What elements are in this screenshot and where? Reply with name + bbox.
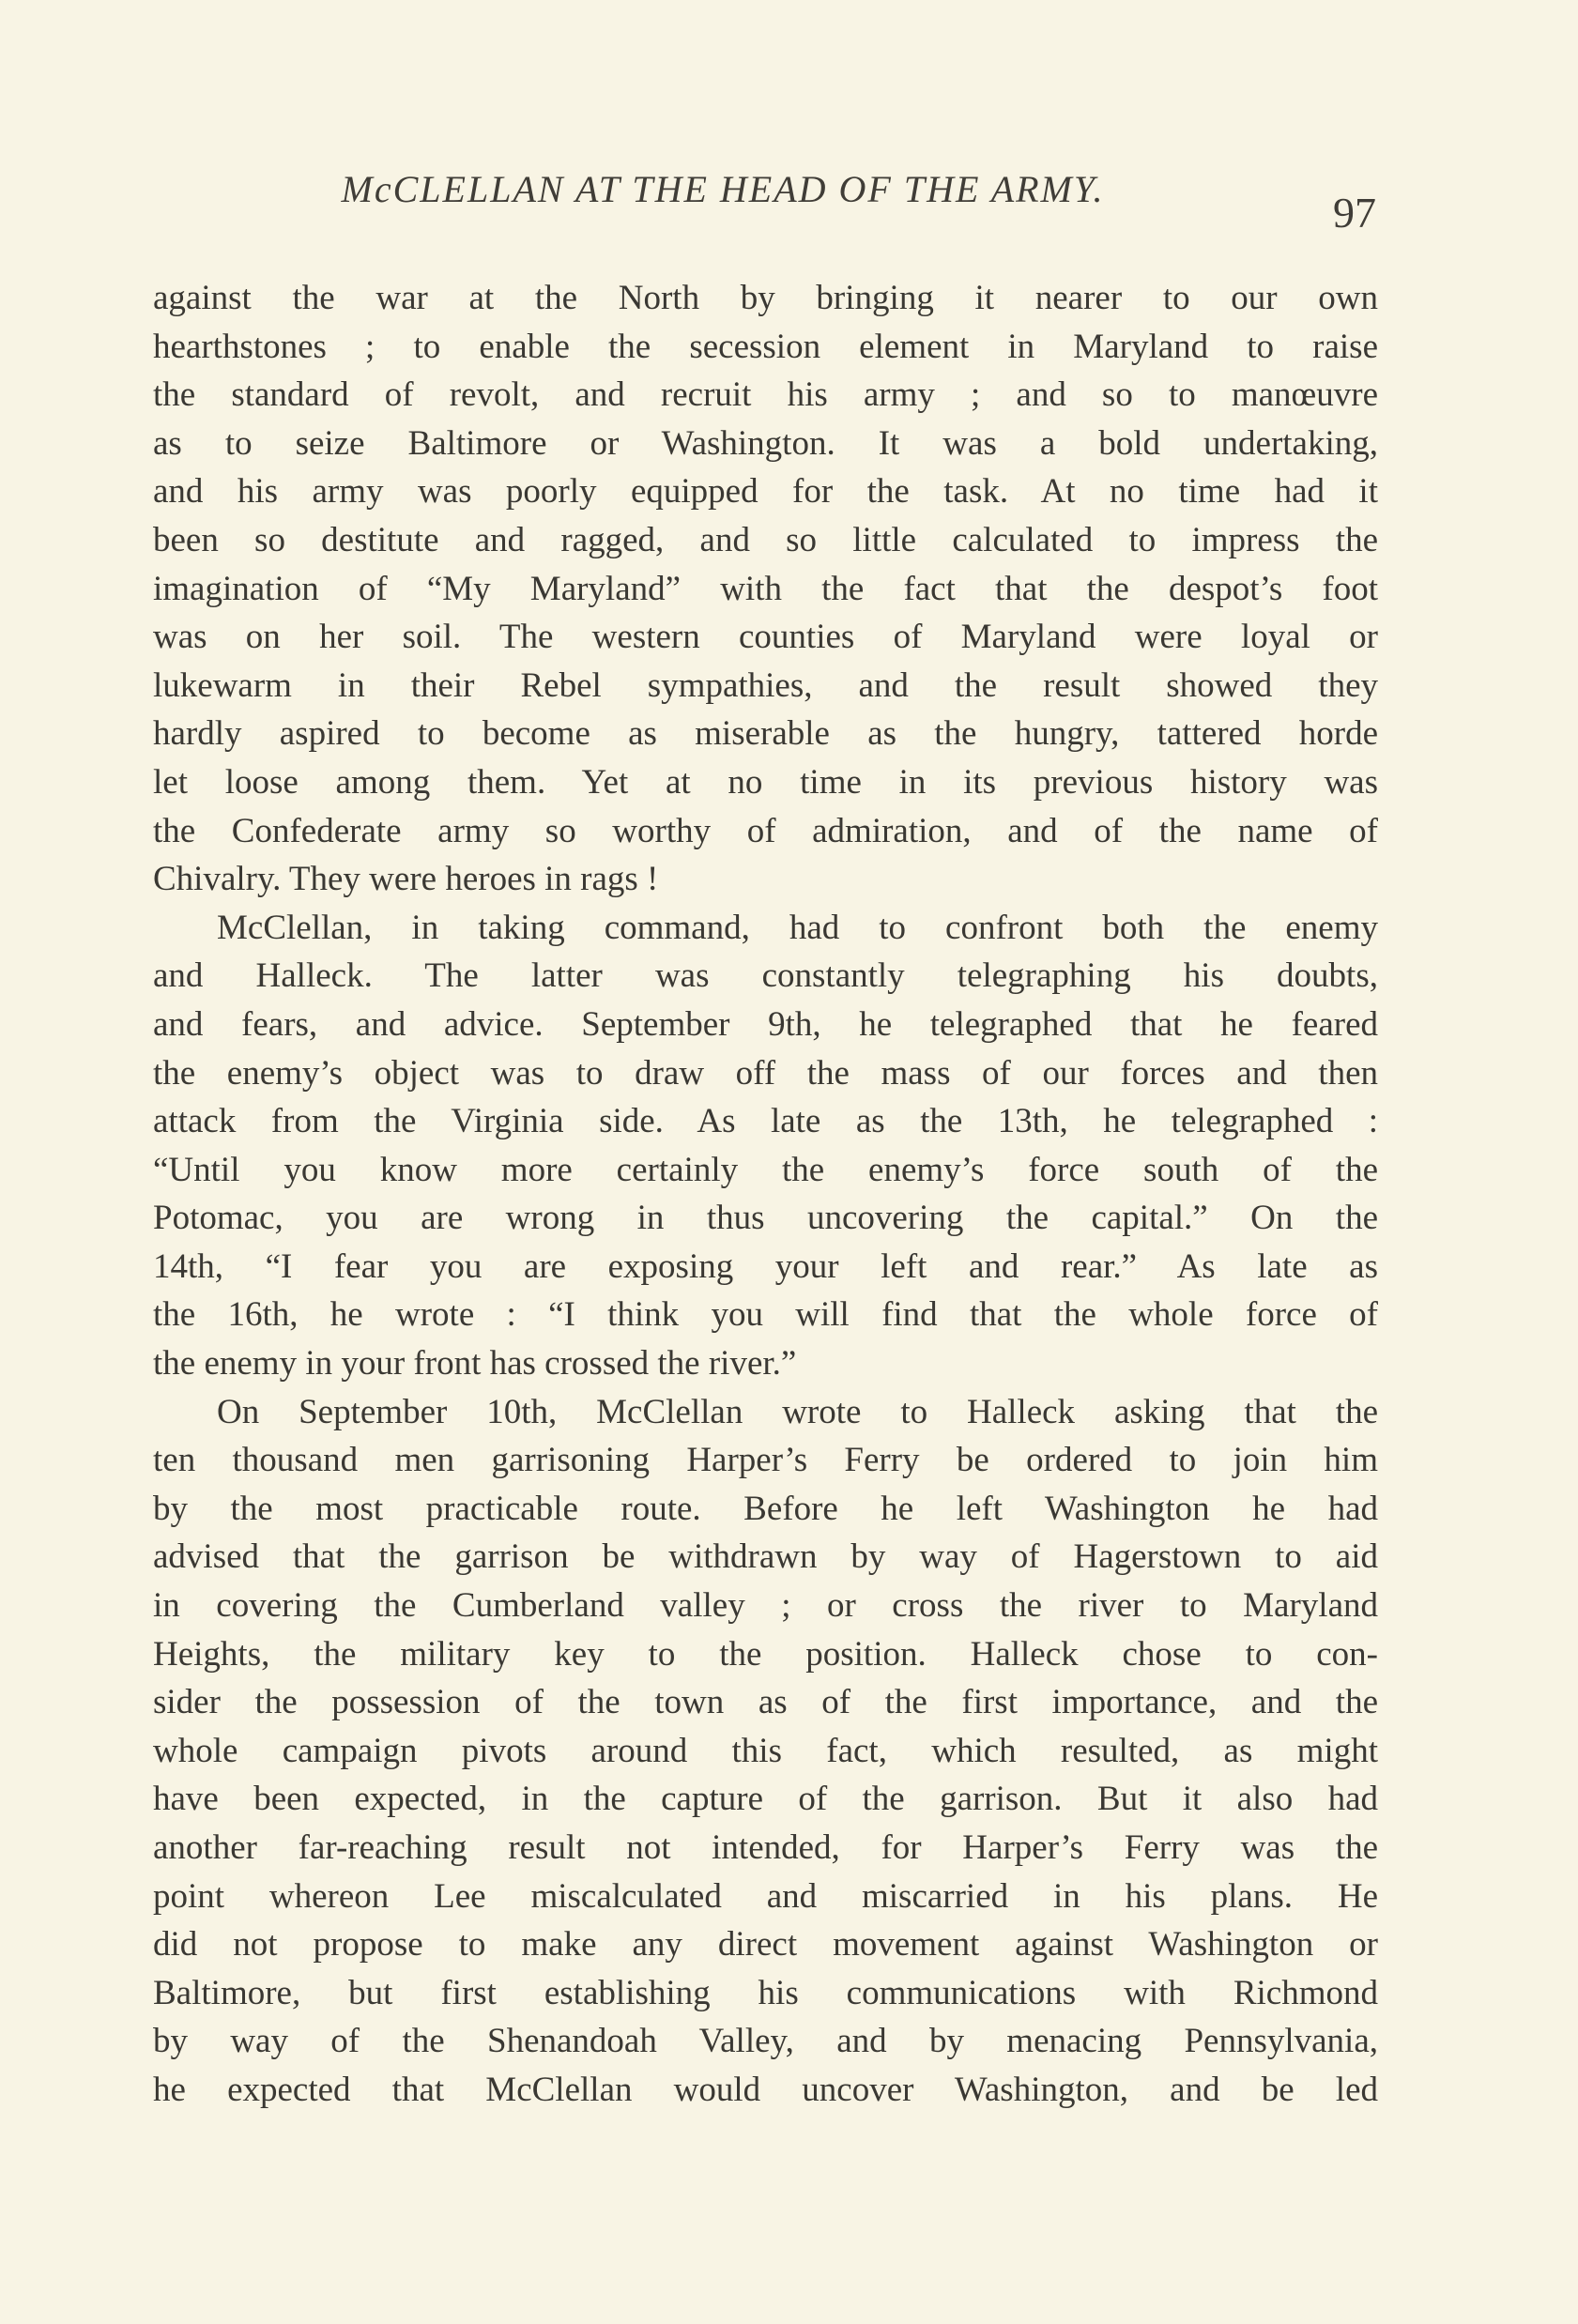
page-number: 97	[1333, 189, 1376, 237]
text-line: “Until you know more certainly the enemy’s force south of the	[153, 1150, 1378, 1189]
text-line: 14th, “I fear you are exposing your left and rear.” As late as	[153, 1246, 1378, 1286]
text-line: hearthstones ; to enable the secession element in Maryland to raise	[153, 327, 1378, 366]
text-line: the 16th, he wrote : “I think you will find that the whole force of	[153, 1295, 1378, 1335]
text-line: On September 10th, McClellan wrote to Halleck asking that the	[217, 1392, 1378, 1431]
text-line: imagination of “My Maryland” with the fact that the despot’s foot	[153, 569, 1378, 608]
text-line: Baltimore, but first establishing his communications with Richmond	[153, 1973, 1378, 2012]
text-line: and Halleck. The latter was constantly telegraphing his doubts,	[153, 956, 1378, 996]
text-line: against the war at the North by bringing it nearer to our own	[153, 279, 1378, 317]
text-line: the standard of revolt, and recruit his army ; and so to manœuvre	[153, 375, 1378, 415]
text-line: did not propose to make any direct movement against Washington or	[153, 1925, 1378, 1965]
text-line: as to seize Baltimore or Washington. It was a bold undertaking,	[153, 423, 1378, 463]
text-line: hardly aspired to become as miserable as the hungry, tattered horde	[153, 714, 1378, 754]
text-line: Potomac, you are wrong in thus uncovering the capital.” On the	[153, 1199, 1378, 1238]
text-line: advised that the garrison be withdrawn by way of Hagerstown to aid	[153, 1537, 1378, 1577]
text-line: the enemy’s object was to draw off the mass of our forces and then	[153, 1053, 1378, 1093]
text-line: sider the possession of the town as of the first importance, and the	[153, 1683, 1378, 1722]
text-line: been so destitute and ragged, and so little calculated to impress the	[153, 520, 1378, 559]
text-line: by the most practicable route. Before he left Washington he had	[153, 1489, 1378, 1528]
text-line: whole campaign pivots around this fact, which resulted, as might	[153, 1731, 1378, 1770]
text-line: Chivalry. They were heroes in rags !	[153, 860, 659, 899]
text-line: let loose among them. Yet at no time in its previous history was	[153, 762, 1378, 802]
running-header: McCLELLAN AT THE HEAD OF THE ARMY.	[341, 168, 1105, 210]
text-line: another far-reaching result not intended, for Harper’s Ferry was the	[153, 1828, 1378, 1867]
text-line: have been expected, in the capture of the garrison. But it also had	[153, 1780, 1378, 1819]
text-line: the enemy in your front has crossed the river.”	[153, 1344, 797, 1384]
text-line: and fears, and advice. September 9th, he telegraphed that he feared	[153, 1004, 1378, 1044]
text-line: was on her soil. The western counties of Maryland were loyal or	[153, 618, 1378, 657]
text-line: in covering the Cumberland valley ; or cross the river to Maryland	[153, 1586, 1378, 1626]
text-line: lukewarm in their Rebel sympathies, and the result showed they	[153, 665, 1378, 705]
text-line: and his army was poorly equipped for the task. At no time had it	[153, 472, 1378, 512]
text-line: attack from the Virginia side. As late as the 13th, he telegraphed :	[153, 1102, 1378, 1141]
text-line: McClellan, in taking command, had to confront both the enemy	[217, 908, 1378, 947]
body-text	[153, 274, 1378, 2115]
text-line: by way of the Shenandoah Valley, and by menacing Pennsylvania,	[153, 2022, 1378, 2061]
text-line: Heights, the military key to the position. Halleck chose to con-	[153, 1634, 1378, 1674]
text-line: point whereon Lee miscalculated and miscarried in his plans. He	[153, 1876, 1378, 1916]
text-line: ten thousand men garrisoning Harper’s Ferry be ordered to join him	[153, 1441, 1378, 1480]
text-line: the Confederate army so worthy of admiration, and of the name of	[153, 811, 1378, 850]
text-line: he expected that McClellan would uncover Washington, and be led	[153, 2070, 1378, 2109]
